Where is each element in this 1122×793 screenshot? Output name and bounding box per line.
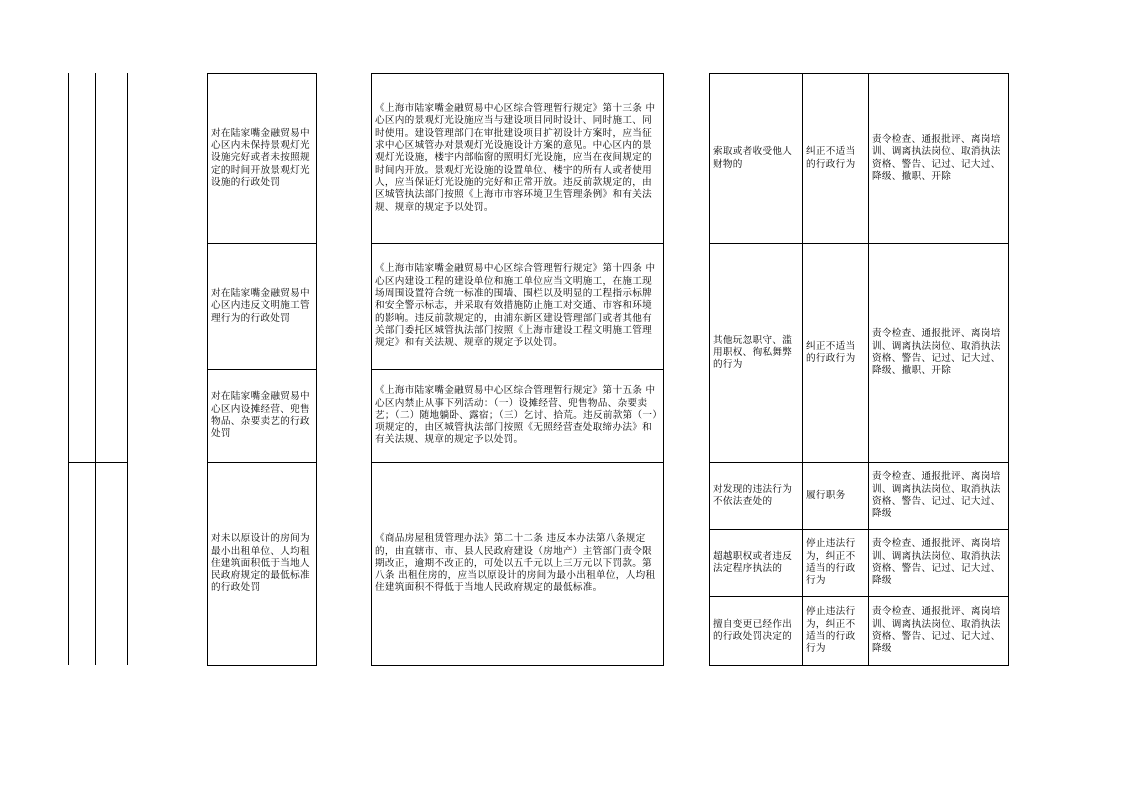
sanction-text: 责令检查、通报批评、离岗培训、调离执法岗位、取消执法资格、警告、记过、记大过、降级 [872, 471, 1001, 520]
sanction-cell [868, 243, 1009, 463]
sanction-cell [868, 462, 1009, 530]
accountability-situation: 擅自变更已经作出的行政处罚决定的 [713, 618, 793, 642]
column-border [95, 73, 96, 665]
form-cell [802, 73, 869, 244]
legal-basis: 《上海市陆家嘴金融贸易中心区综合管理暂行规定》第十五条 中心区内禁止从事下列活动：（一）设摊经营、兜售物品、杂要卖艺；（二）随地躺卧、露宿；（三）乞讨、拾荒。违反前款第（一）项规定的，由区城管执法部门按照《无照经营查处取缔办法》和有关法规、规章的规定予以处罚。 [375, 385, 658, 446]
accountability-situation: 对发现的违法行为不依法查处的 [713, 483, 793, 507]
accountability-situation: 其他玩忽职守、滥用职权、徇私舞弊的行为 [713, 334, 793, 371]
basis-cell [371, 73, 664, 244]
situation-cell [709, 596, 803, 666]
item-name: 对在陆家嘴金融贸易中心区内违反文明施工管理行为的行政处罚 [211, 288, 310, 324]
item-cell [207, 243, 317, 370]
form-cell [802, 596, 869, 666]
sanction-text: 责令检查、通报批评、离岗培训、调离执法岗位、取消执法资格、警告、记过、记大过、降级 [872, 538, 1001, 587]
accountability-situation: 超越职权或者违反法定程序执法的 [713, 550, 793, 574]
column-border [68, 73, 69, 665]
sanction-cell [868, 596, 1009, 666]
situation-cell [709, 243, 803, 463]
form-cell [802, 462, 869, 530]
sanction-text: 责令检查、通报批评、离岗培训、调离执法岗位、取消执法资格、警告、记过、记大过、降级、撤职、开除 [872, 133, 1001, 182]
sanction-cell [868, 529, 1009, 597]
form-cell [802, 529, 869, 597]
responsibility-form: 停止违法行为，纠正不适当的行政行为 [806, 538, 856, 587]
responsibility-form: 纠正不适当的行政行为 [806, 146, 856, 170]
accountability-situation: 索取或者收受他人财物的 [713, 146, 793, 170]
form-cell [802, 243, 869, 463]
item-name: 对在陆家嘴金融贸易中心区内未保持景观灯光设施完好或者未按照规定的时间开放景观灯光设施的行政处罚 [211, 127, 310, 188]
situation-cell [709, 529, 803, 597]
item-name: 对未以原设计的房间为最小出租单位、人均租住建筑面积低于当地人民政府规定的最低标准的行政处罚 [211, 533, 310, 594]
situation-cell [709, 73, 803, 244]
responsibility-form: 履行职务 [806, 489, 846, 501]
legal-basis: 《上海市陆家嘴金融贸易中心区综合管理暂行规定》第十四条 中心区内建设工程的建设单位和施工单位应当文明施工，在施工现场周围设置符合统一标准的围墙、围栏以及明显的工程指示标牌和安全警示标志，并采取有效措施防止施工对交通、市容和环境的影响。违反前款规定的，由浦东新区建设管理部门或者其他有关部门委托区城管执法部门按照《上海市建设工程文明施工管理规定》和有关法规、规章的规定予以处罚。 [375, 263, 656, 349]
responsibility-form: 停止违法行为，纠正不适当的行政行为 [806, 606, 856, 655]
column-border [127, 73, 128, 665]
sanction-cell [868, 73, 1009, 244]
row-border [68, 462, 128, 463]
legal-basis: 《上海市陆家嘴金融贸易中心区综合管理暂行规定》第十三条 中心区内的景观灯光设施应当与建设项目同时设计、同时施工、同时使用。建设管理部门在审批建设项目扩初设计方案时，应当征求中心区城管办对景观灯光设施设计方案的意见。中心区内的景观灯光设施，楼宇内部临窗的照明灯光设施，应当在夜间规定的时间内开放。景观灯光设施的设置单位、楼宇的所有人或者使用人，应当保证灯光设施的完好和正常开放。违反前款规定的，由区城管执法部门按照《上海市市容环境卫生管理条例》和有关法规、规章的规定予以处罚。 [375, 103, 656, 213]
item-cell [207, 73, 317, 244]
item-cell [207, 462, 317, 666]
basis-cell [371, 462, 664, 666]
basis-cell [371, 243, 664, 370]
legal-basis: 《商品房屋租赁管理办法》第二十二条 违反本办法第八条规定的，由直辖市、市、县人民政府建设（房地产）主管部门责令限期改正，逾期不改正的，可处以五千元以上三万元以下罚款。第八条 出租住房的，应当以原设计的房间为最小出租单位，人均租住建筑面积不得低于当地人民政府规定的最低标准。 [375, 533, 656, 594]
basis-cell [371, 369, 664, 463]
situation-cell [709, 462, 803, 530]
sanction-text: 责令检查、通报批评、离岗培训、调离执法岗位、取消执法资格、警告、记过、记大过、降级 [872, 606, 1001, 655]
item-name: 对在陆家嘴金融贸易中心区内设摊经营、兜售物品、杂要卖艺的行政处罚 [211, 391, 310, 440]
sanction-text: 责令检查、通报批评、离岗培训、调离执法岗位、取消执法资格、警告、记过、记大过、降级、撤职、开除 [872, 328, 1001, 377]
responsibility-form: 纠正不适当的行政行为 [806, 340, 856, 364]
item-cell [207, 369, 317, 463]
